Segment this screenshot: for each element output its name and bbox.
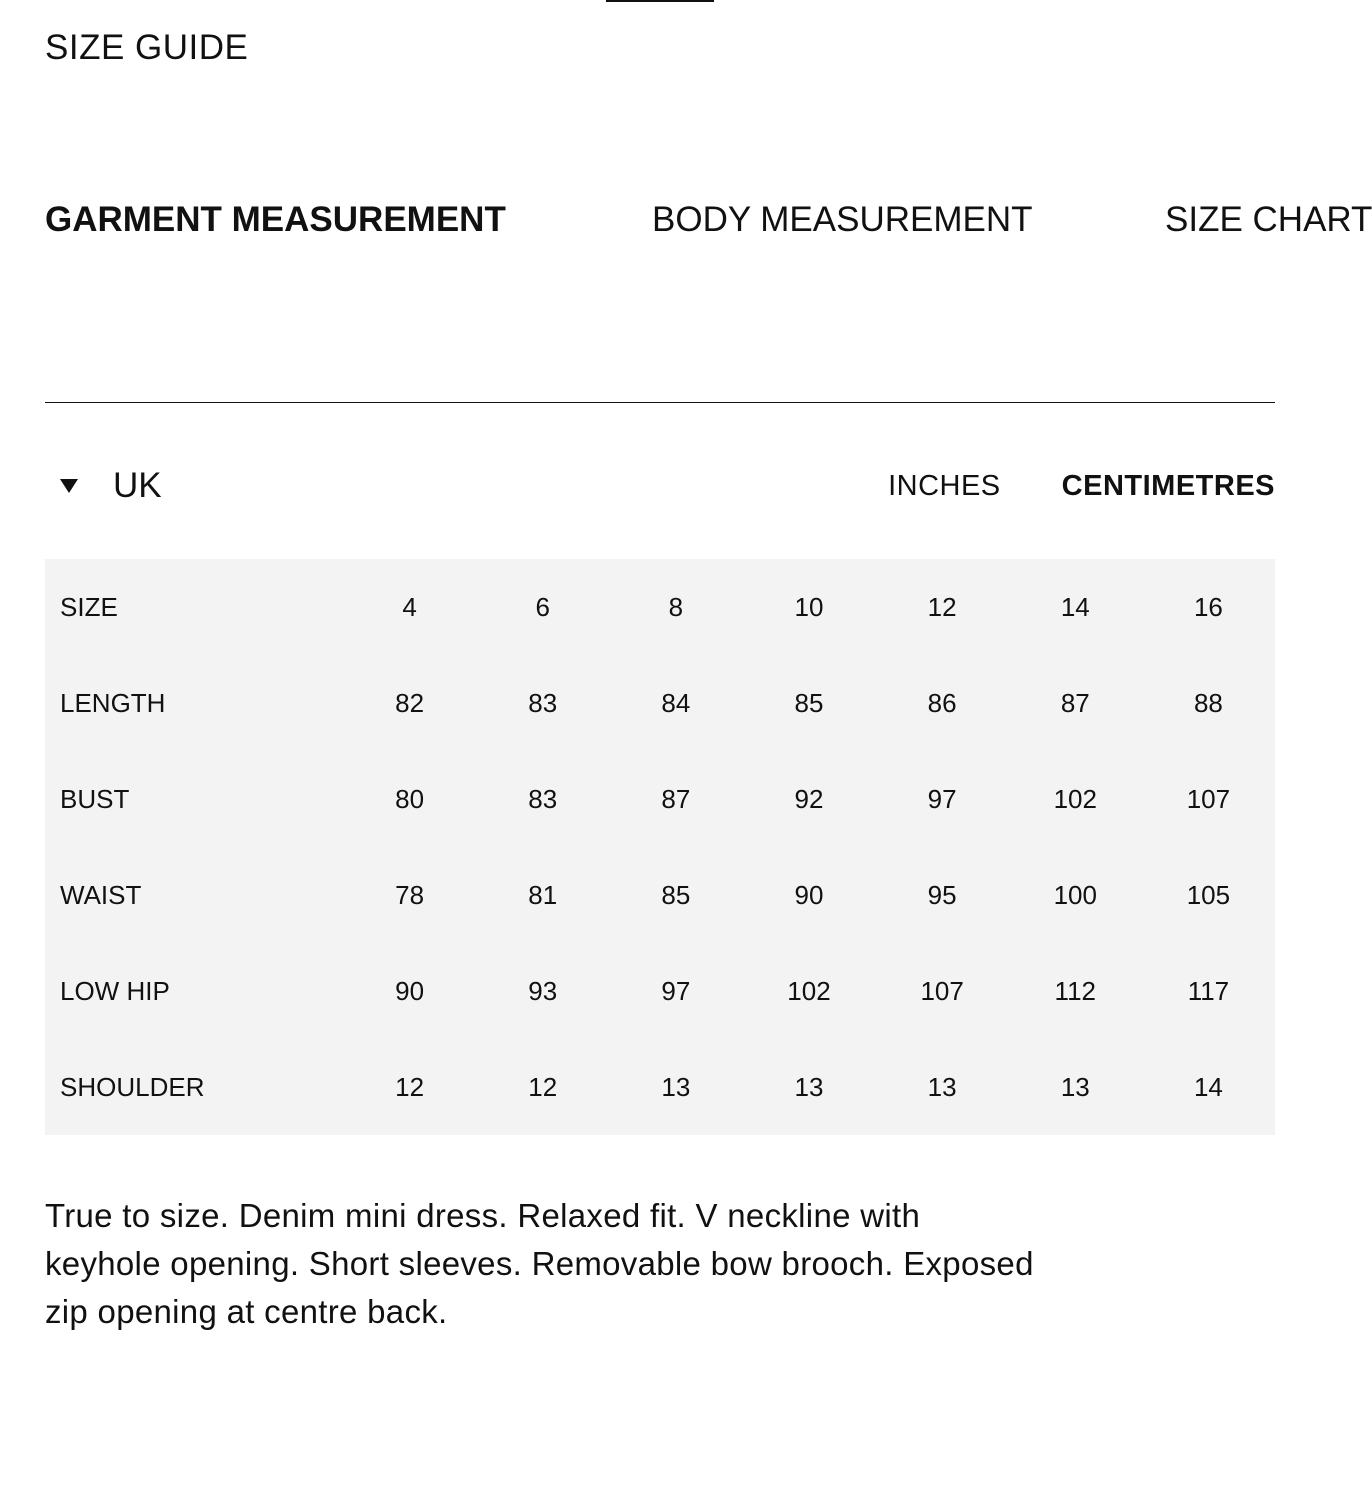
table-cell: 107 xyxy=(920,975,964,1006)
region-selector[interactable] xyxy=(45,464,162,508)
table-cell: 13 xyxy=(1060,1071,1090,1102)
table-row xyxy=(45,1039,1275,1135)
table-cell: 102 xyxy=(1053,783,1097,814)
table-cell: 87 xyxy=(1060,687,1090,718)
size-table-grid xyxy=(45,559,1275,1135)
table-cell: 10 xyxy=(794,591,824,622)
table-cell: 14 xyxy=(1060,591,1090,622)
table-cell: 80 xyxy=(395,783,425,814)
caret-down-icon xyxy=(60,479,78,493)
row-label: SIZE xyxy=(60,591,118,622)
table-cell: 12 xyxy=(395,1071,425,1102)
table-cell: 83 xyxy=(528,687,558,718)
size-table xyxy=(45,559,1275,1135)
tab-size-chart[interactable]: SIZE CHART xyxy=(1165,200,1372,239)
row-label: SHOULDER xyxy=(60,1071,205,1102)
table-cell: 90 xyxy=(794,879,824,910)
table-cell: 81 xyxy=(528,879,558,910)
table-cell: 12 xyxy=(528,1071,558,1102)
table-row xyxy=(45,751,1275,847)
unit-centimetres-button[interactable]: CENTIMETRES xyxy=(1061,470,1275,502)
table-cell: 97 xyxy=(927,783,957,814)
unit-inches-button[interactable]: INCHES xyxy=(888,470,1001,502)
table-cell: 85 xyxy=(794,687,824,718)
table-cell: 16 xyxy=(1193,591,1223,622)
row-label: WAIST xyxy=(60,879,142,910)
table-row xyxy=(45,847,1275,943)
table-row xyxy=(45,943,1275,1039)
tab-body-measurement[interactable]: BODY MEASUREMENT xyxy=(652,200,1033,239)
row-label: BUST xyxy=(60,783,130,814)
page-title: SIZE GUIDE xyxy=(45,28,249,67)
product-description: True to size. Denim mini dress. Relaxed fit. V neckline with keyhole opening. Short sleeves. Removable bow brooch. Exposed zip opening at centre back. xyxy=(45,1197,1034,1330)
table-cell: 95 xyxy=(927,879,957,910)
table-cell: 12 xyxy=(927,591,957,622)
table-cell: 88 xyxy=(1193,687,1223,718)
table-cell: 93 xyxy=(528,975,558,1006)
table-cell: 78 xyxy=(395,879,425,910)
table-cell: 112 xyxy=(1054,975,1096,1006)
table-cell: 105 xyxy=(1186,879,1231,910)
measurement-tabs xyxy=(45,198,1372,242)
table-cell: 97 xyxy=(661,975,691,1006)
region-label: UK xyxy=(113,466,162,505)
table-cell: 82 xyxy=(395,687,425,718)
table-cell: 83 xyxy=(528,783,558,814)
table-cell: 8 xyxy=(668,591,684,622)
tab-garment-measurement[interactable]: GARMENT MEASUREMENT xyxy=(45,200,506,239)
scroll-indicator xyxy=(606,0,714,2)
table-cell: 86 xyxy=(927,687,957,718)
table-cell: 13 xyxy=(927,1071,957,1102)
table-cell: 117 xyxy=(1187,975,1230,1006)
divider xyxy=(45,402,1275,403)
table-cell: 90 xyxy=(395,975,425,1006)
unit-toggle xyxy=(888,466,1275,506)
row-label: LOW HIP xyxy=(60,975,170,1006)
table-cell: 87 xyxy=(661,783,691,814)
table-cell: 6 xyxy=(535,591,550,622)
table-cell: 100 xyxy=(1053,879,1097,910)
table-cell: 14 xyxy=(1193,1071,1223,1102)
table-cell: 92 xyxy=(794,783,824,814)
table-cell: 85 xyxy=(661,879,691,910)
row-label: LENGTH xyxy=(60,687,166,718)
table-cell: 13 xyxy=(661,1071,691,1102)
table-row xyxy=(45,559,1275,655)
table-row xyxy=(45,655,1275,751)
table-cell: 13 xyxy=(794,1071,824,1102)
table-cell: 102 xyxy=(787,975,831,1006)
table-cell: 4 xyxy=(402,591,417,622)
table-cell: 107 xyxy=(1186,783,1231,814)
table-cell: 84 xyxy=(661,687,691,718)
